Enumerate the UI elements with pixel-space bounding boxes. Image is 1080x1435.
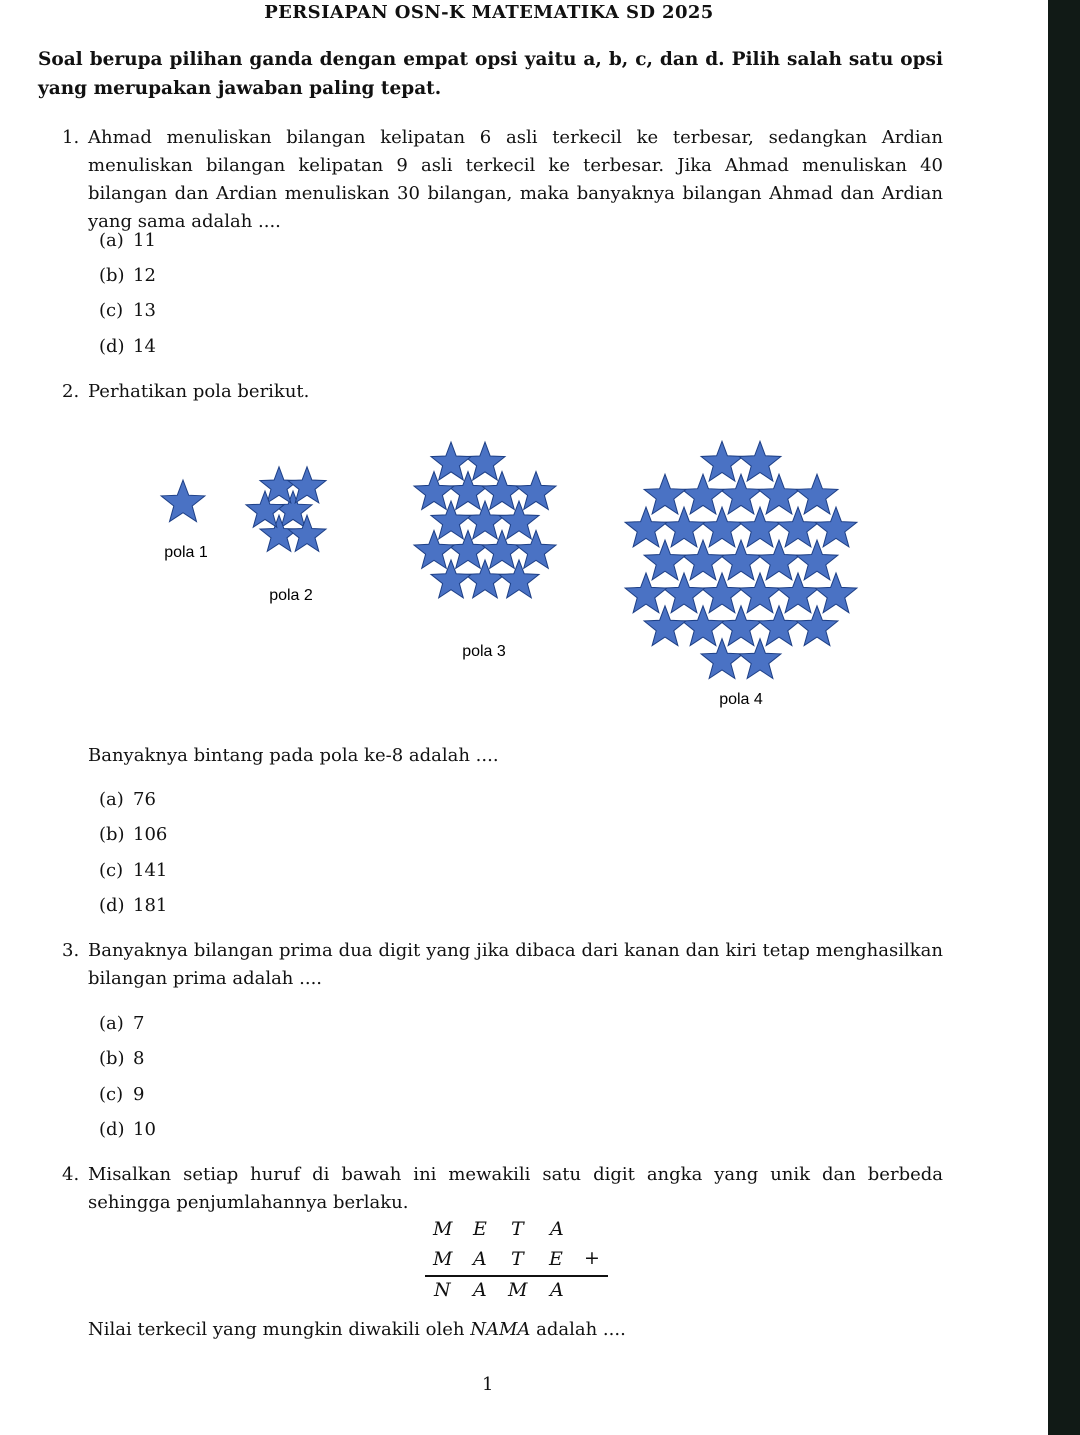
option-d[interactable] <box>99 1119 156 1140</box>
star-icon <box>414 530 454 568</box>
star-icon <box>625 573 667 613</box>
option-d[interactable] <box>99 895 167 916</box>
question-number: 1. <box>62 127 80 148</box>
prompt-variable: NAMA <box>470 1319 531 1340</box>
star-icon <box>758 606 800 646</box>
star-icon <box>663 573 705 613</box>
puzzle-letter: M <box>433 1218 453 1240</box>
star-icon <box>682 540 724 580</box>
question-number: 4. <box>62 1164 80 1185</box>
star-icon <box>516 472 556 510</box>
prompt-suffix: adalah .... <box>530 1319 626 1340</box>
star-icon <box>796 540 838 580</box>
star-icon <box>414 472 454 510</box>
star-icon <box>448 472 488 510</box>
option-label: (d) <box>99 1119 125 1140</box>
option-value: 76 <box>133 789 156 810</box>
star-icon <box>739 573 781 613</box>
star-icon <box>682 606 724 646</box>
puzzle-letter: A <box>550 1218 564 1240</box>
prompt-prefix: Nilai terkecil yang mungkin diwakili oleh <box>88 1319 471 1340</box>
star-icon <box>516 530 556 568</box>
sum-line <box>425 1275 608 1277</box>
option-value: 181 <box>133 895 168 916</box>
option-label: (b) <box>99 824 125 845</box>
option-label: (a) <box>99 789 124 810</box>
option-label: (d) <box>99 895 125 916</box>
question-prompt: Banyaknya bintang pada pola ke-8 adalah .... <box>88 745 499 766</box>
star-icon <box>739 507 781 547</box>
star-icon <box>682 474 724 514</box>
star-icon <box>644 474 686 514</box>
option-label: (b) <box>99 265 125 286</box>
star-icon <box>431 501 471 539</box>
puzzle-letter: M <box>508 1279 528 1301</box>
star-icon <box>482 530 522 568</box>
pola-3-label: pola 3 <box>462 643 506 660</box>
pola-1-label: pola 1 <box>164 544 208 561</box>
star-icon <box>482 472 522 510</box>
option-value: 13 <box>133 300 156 321</box>
stars-group <box>161 441 857 678</box>
question-text: Banyaknya bilangan prima dua digit yang jika dibaca dari kanan dan kiri tetap menghasilkan bilangan prima adalah .... <box>88 940 943 989</box>
option-b[interactable] <box>99 1048 144 1069</box>
page-title: PERSIAPAN OSN-K MATEMATIKA SD 2025 <box>264 2 714 23</box>
page-number: 1 <box>482 1374 494 1395</box>
star-icon <box>777 573 819 613</box>
star-icon <box>815 507 857 547</box>
star-icon <box>431 442 471 480</box>
star-icon <box>499 560 539 598</box>
star-icon <box>625 507 667 547</box>
option-label: (b) <box>99 1048 125 1069</box>
star-icon <box>701 639 743 679</box>
star-icon <box>499 501 539 539</box>
option-value: 14 <box>133 336 156 357</box>
star-icon <box>815 573 857 613</box>
option-label: (c) <box>99 300 124 321</box>
star-icon <box>739 639 781 679</box>
puzzle-letter: T <box>511 1248 524 1270</box>
star-icon <box>758 474 800 514</box>
star-icon <box>758 540 800 580</box>
option-b[interactable] <box>99 824 167 845</box>
question-text: Misalkan setiap huruf di bawah ini mewakili satu digit angka yang unik dan berbeda sehingga penjumlahannya berlaku. <box>88 1164 943 1213</box>
star-icon <box>431 560 471 598</box>
star-icon <box>288 515 326 551</box>
option-value: 106 <box>133 824 168 845</box>
option-c[interactable] <box>99 1084 144 1105</box>
star-icon <box>720 474 762 514</box>
option-value: 141 <box>133 860 168 881</box>
question-text: Perhatikan pola berikut. <box>88 381 310 402</box>
puzzle-letter: E <box>473 1218 487 1240</box>
instructions: Soal berupa pilihan ganda dengan empat opsi yaitu a, b, c, dan d. Pilih salah satu opsi yang merupakan jawaban paling tepat. <box>38 49 943 99</box>
pola-2-label: pola 2 <box>269 587 313 604</box>
option-value: 8 <box>133 1048 145 1069</box>
pola-4-label: pola 4 <box>719 691 763 708</box>
option-value: 7 <box>133 1013 145 1034</box>
option-value: 10 <box>133 1119 156 1140</box>
star-icon <box>161 480 205 522</box>
star-icon <box>644 540 686 580</box>
option-a[interactable] <box>99 1013 144 1034</box>
star-icon <box>448 530 488 568</box>
star-icon <box>644 606 686 646</box>
puzzle-letter: A <box>473 1248 487 1270</box>
puzzle-letter: T <box>511 1218 524 1240</box>
question-number: 2. <box>62 381 80 402</box>
star-icon <box>701 507 743 547</box>
star-icon <box>260 515 298 551</box>
star-icon <box>796 474 838 514</box>
question-prompt <box>88 1316 626 1344</box>
puzzle-letter: A <box>550 1279 564 1301</box>
option-value: 9 <box>133 1084 145 1105</box>
option-a[interactable] <box>99 789 156 810</box>
star-icon <box>465 442 505 480</box>
star-icon <box>663 507 705 547</box>
plus-sign: + <box>584 1247 600 1269</box>
star-icon <box>777 507 819 547</box>
star-icon <box>465 560 505 598</box>
option-label: (a) <box>99 1013 124 1034</box>
option-label: (a) <box>99 230 124 251</box>
option-label: (c) <box>99 1084 124 1105</box>
question-text: Ahmad menuliskan bilangan kelipatan 6 asli terkecil ke terbesar, sedangkan Ardian menuliskan bilangan kelipatan 9 asli terkecil ke terbesar. Jika Ahmad menuliskan 40 bilangan dan Ardian menuliskan 30 bilangan, maka banyaknya bilangan Ahmad dan Ardian yang sama adalah .... <box>88 127 943 232</box>
puzzle-letter: E <box>549 1248 563 1270</box>
option-label: (d) <box>99 336 125 357</box>
option-value: 12 <box>133 265 156 286</box>
star-icon <box>465 501 505 539</box>
puzzle-letter: M <box>433 1248 453 1270</box>
option-c[interactable] <box>99 860 167 881</box>
star-icon <box>720 606 762 646</box>
star-icon <box>796 606 838 646</box>
question-number: 3. <box>62 940 80 961</box>
star-icon <box>701 441 743 481</box>
puzzle-letter: N <box>434 1279 451 1301</box>
star-icon <box>739 441 781 481</box>
star-icon <box>701 573 743 613</box>
option-label: (c) <box>99 860 124 881</box>
puzzle-letter: A <box>473 1279 487 1301</box>
star-icon <box>720 540 762 580</box>
option-value: 11 <box>133 230 156 251</box>
